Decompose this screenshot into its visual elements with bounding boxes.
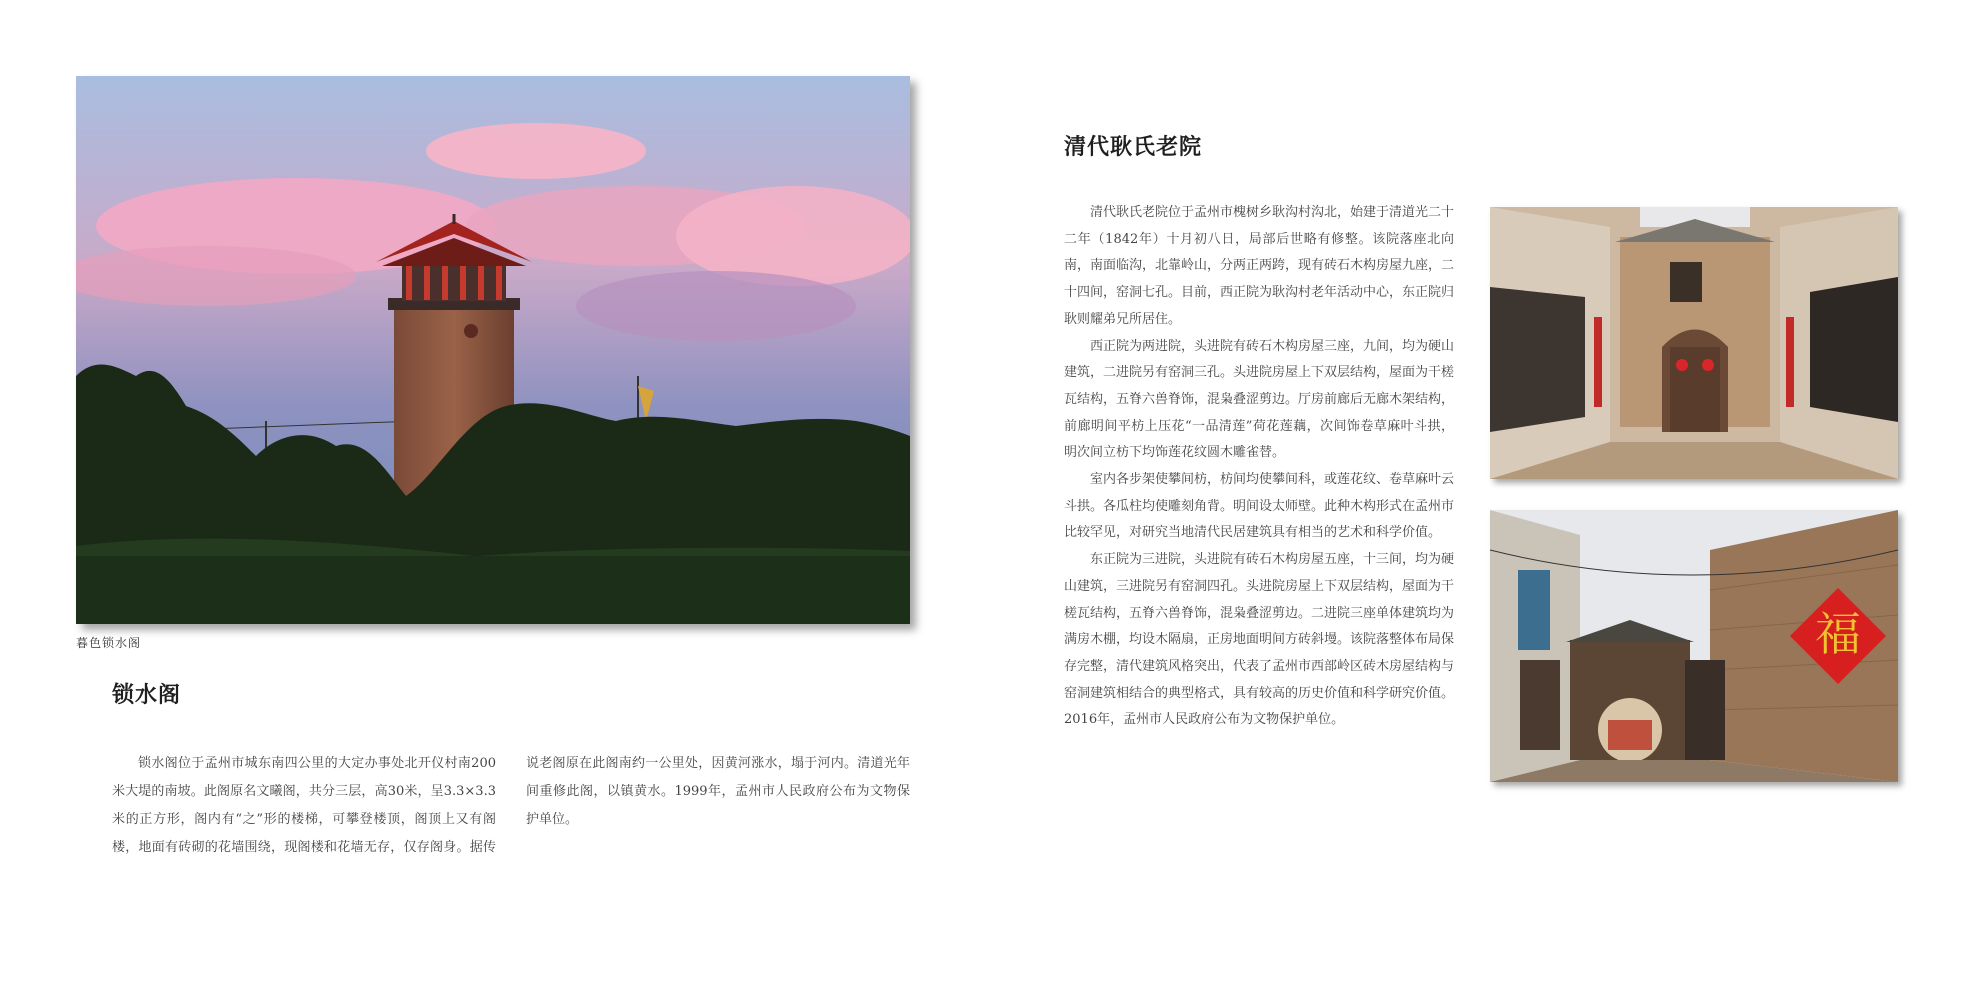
courtyard-gate-photo xyxy=(1490,207,1898,479)
body-paragraph-3: 室内各步架使攀间枋，枋间均使攀间科，或莲花纹、卷草麻叶云斗拱。各瓜柱均使雕刻角背。明间设太师壁。此种木构形式在孟州市比较罕见，对研究当地清代民居建筑具有相当的艺术和科学价值。 xyxy=(1064,472,1455,541)
fu-character: 福 xyxy=(1815,607,1861,661)
section-title-suoshuige: 锁水阁 xyxy=(112,682,182,708)
body-paragraph-2: 西正院为两进院，头进院有砖石木构房屋三座，九间，均为硬山建筑，二进院另有窑洞三孔。头进院房屋上下双层结构，屋面为干槎瓦结构，五脊六兽脊饰，混枭叠涩剪边。厅房前廊后无廊木架结构，前廊明间平枋上压花“一品清莲”荷花莲藕，次间饰卷草麻叶斗拱，明次间立枋下均饰莲花纹圆木雕雀替。 xyxy=(1064,338,1455,461)
body-paragraph: 锁水阁位于孟州市城东南四公里的大定办事处北开仪村南200米大堤的南坡。此阁原名文曦阁，共分三层，高30米，呈3.3×3.3米的正方形，阁内有“之”形的楼梯，可攀登楼顶，阁顶上又有阁楼，地面有砖砌的花墙围绕，现阁楼和花墙无存，仅存阁身。据传说老阁原在此阁南约一公里处，因黄河涨水，塌于河内。清道光年间重修此阁，以镇黄水。1999年，孟州市人民政府公布为文物保护单位。 xyxy=(112,756,910,855)
section-body-gengshi-courtyard xyxy=(1064,200,1454,734)
tower-photo-illustration xyxy=(76,76,910,624)
section-title-gengshi-courtyard: 清代耿氏老院 xyxy=(1064,134,1203,160)
alley-illustration xyxy=(1490,510,1898,782)
body-paragraph-1: 清代耿氏老院位于孟州市槐树乡耿沟村沟北，始建于清道光二十二年（1842年）十月初八日，局部后世略有修整。该院落座北向南，南面临沟，北靠岭山，分两正两跨，现有砖石木构房屋九座，二十四间，窑洞七孔。目前，西正院为耿沟村老年活动中心，东正院归耿则耀弟兄所居住。 xyxy=(1064,205,1455,327)
tower-photo-caption: 暮色锁水阁 xyxy=(76,636,142,650)
body-paragraph-4: 东正院为三进院，头进院有砖石木构房屋五座，十三间，均为硬山建筑，三进院另有窑洞四孔。头进院房屋上下双层结构，屋面为干槎瓦结构，五脊六兽脊饰，混枭叠涩剪边。二进院三座单体建筑均为满房木棚，均设木隔扇，正房地面明间方砖斜墁。该院落整体布局保存完整，清代建筑风格突出，代表了孟州市西部岭区砖木房屋结构与窑洞建筑相结合的典型格式，具有较高的历史价值和科学研究价值。2016年，孟州市人民政府公布为文物保护单位。 xyxy=(1064,552,1455,728)
section-body-suoshuige xyxy=(112,750,910,862)
tower-photo xyxy=(76,76,910,624)
courtyard-gate-illustration xyxy=(1490,207,1898,479)
alley-photo xyxy=(1490,510,1898,782)
